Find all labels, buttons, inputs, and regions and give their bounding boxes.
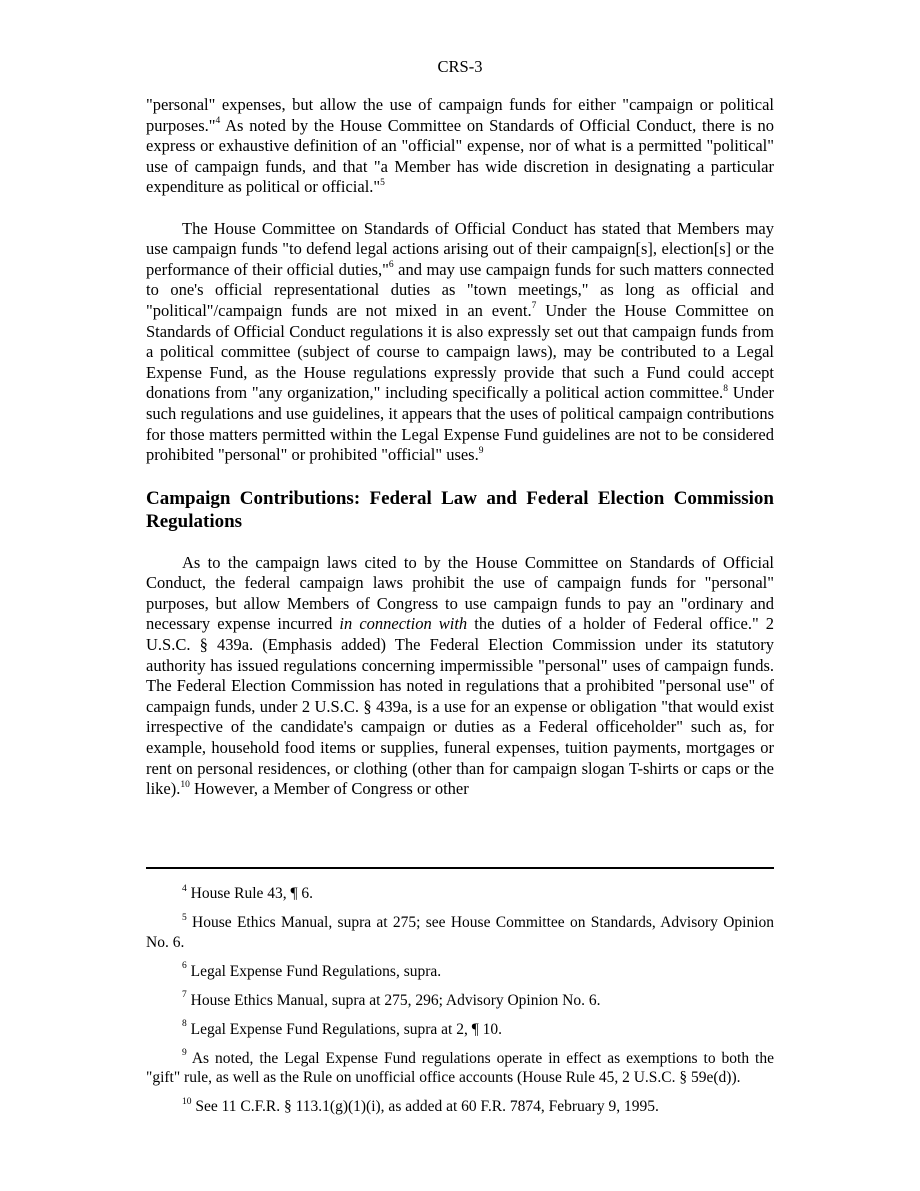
paragraph-3 — [146, 553, 774, 800]
paragraph-2-text-a: The House Committee on Standards of Official Conduct has stated that Members may use campaign funds "to defend legal actions arising out of their campaign[s], election[s] or the performance of their official duties," — [146, 218, 774, 279]
footnote-text: Legal Expense Fund Regulations, supra at 2, ¶ 10. — [186, 1020, 502, 1038]
footnote-separator — [146, 867, 774, 869]
body-text — [146, 95, 774, 800]
footnote-number: 8 — [182, 1019, 187, 1030]
footnote-text: As noted, the Legal Expense Fund regulations operate in effect as exemptions to both the "gift" rule, as well as the Rule on unofficial office accounts (House Rule 45, 2 U.S.C. § 59e(d)). — [146, 1049, 774, 1086]
paragraph-1 — [146, 95, 774, 198]
footnote-6 — [146, 962, 774, 982]
footnote-5 — [146, 913, 774, 952]
paragraph-1-text-a: "personal" expenses, but allow the use of campaign funds for either "campaign or political purposes." — [146, 95, 774, 135]
paragraph-3-text-a: As to the campaign laws cited to by the House Committee on Standards of Official Conduct, the federal campaign laws prohibit the use of campaign funds for "personal" purposes, but allow Members of Congress to use campaign funds to pay an "ordinary and necessary expense incurred — [146, 552, 774, 634]
footnote-ref-10[interactable]: 10 — [180, 779, 190, 790]
footnote-4 — [146, 884, 774, 904]
footnote-text: House Ethics Manual, supra at 275; see House Committee on Standards, Advisory Opinion No. 6. — [146, 914, 774, 951]
footnote-ref-6[interactable]: 6 — [388, 260, 394, 271]
footnote-number: 5 — [182, 912, 187, 923]
footnote-ref-9[interactable]: 9 — [478, 445, 484, 456]
footnote-7 — [146, 991, 774, 1011]
footnote-number: 7 — [182, 990, 187, 1001]
footnote-10 — [146, 1097, 774, 1117]
footnote-ref-5[interactable]: 5 — [380, 177, 385, 188]
footnote-number: 9 — [182, 1048, 187, 1059]
section-heading: Campaign Contributions: Federal Law and Federal Election Commission Regulations — [146, 487, 774, 533]
footnote-text: See 11 C.F.R. § 113.1(g)(1)(i), as added at 60 F.R. 7874, February 9, 1995. — [191, 1098, 659, 1115]
paragraph-2 — [146, 219, 774, 466]
footnote-number: 4 — [182, 883, 187, 894]
page-number-header: CRS-3 — [437, 57, 483, 76]
footnote-text: House Rule 43, ¶ 6. — [186, 885, 314, 902]
footnote-number: 10 — [182, 1096, 192, 1107]
paragraph-3-text-b: the duties of a holder of Federal office." 2 U.S.C. § 439a. (Emphasis added) The Federal Election Commission under its statutory authority has issued regulations concerning impermissible "personal" uses of campaign funds. The Federal Election Commission has noted in regulations that a prohibited "personal use" of campaign funds, under 2 U.S.C. § 439a, is a use for an expense or obligation "that would exist irrespective of the candidate's campaign or duties as a Federal officeholder" such as, for example, household food items or supplies, funeral expenses, tuition payments, mortgages or rent on personal residences, or clothing (other than for campaign slogan T-shirts or caps or the like). — [146, 614, 774, 799]
footnote-ref-4[interactable]: 4 — [215, 116, 221, 127]
paragraph-3-text-c: However, a Member of Congress or other — [189, 779, 469, 799]
paragraph-2-text-d: Under such regulations and use guidelines, it appears that the uses of political campaign contributions for those matters permitted within the Legal Expense Fund guidelines are not to be considered prohibited "personal" or prohibited "official" uses. — [146, 383, 775, 465]
footnote-number: 6 — [182, 961, 187, 972]
footnote-9 — [146, 1049, 774, 1088]
footnote-8 — [146, 1020, 774, 1040]
paragraph-1-text-b: As noted by the House Committee on Standards of Official Conduct, there is no express or exhaustive definition of an "official" expense, nor of what is a permitted "political" use of campaign funds, and that "a Member has wide discretion in designating a particular expenditure as political or official." — [146, 115, 774, 197]
paragraph-2-text-b: and may use campaign funds for such matters connected to one's official representational duties as "town meetings," as long as official and "political"/campaign funds are not mixed in an event. — [146, 259, 774, 320]
paragraph-3-emphasis: in connection with — [339, 614, 468, 634]
footnote-ref-8[interactable]: 8 — [723, 383, 728, 394]
footnote-ref-7[interactable]: 7 — [531, 301, 537, 312]
footnote-text: House Ethics Manual, supra at 275, 296; Advisory Opinion No. 6. — [186, 991, 601, 1009]
footnotes — [146, 884, 774, 1126]
footnote-text: Legal Expense Fund Regulations, supra. — [186, 962, 442, 980]
paragraph-2-text-c: Under the House Committee on Standards of Official Conduct regulations it is also expressly set out that campaign funds from a political committee (subject of course to campaign laws), may be contributed to a Legal Expense Fund, as the House regulations expressly provide that such a Fund could accept donations from "any organization," including specifically a political action committee. — [146, 300, 774, 403]
